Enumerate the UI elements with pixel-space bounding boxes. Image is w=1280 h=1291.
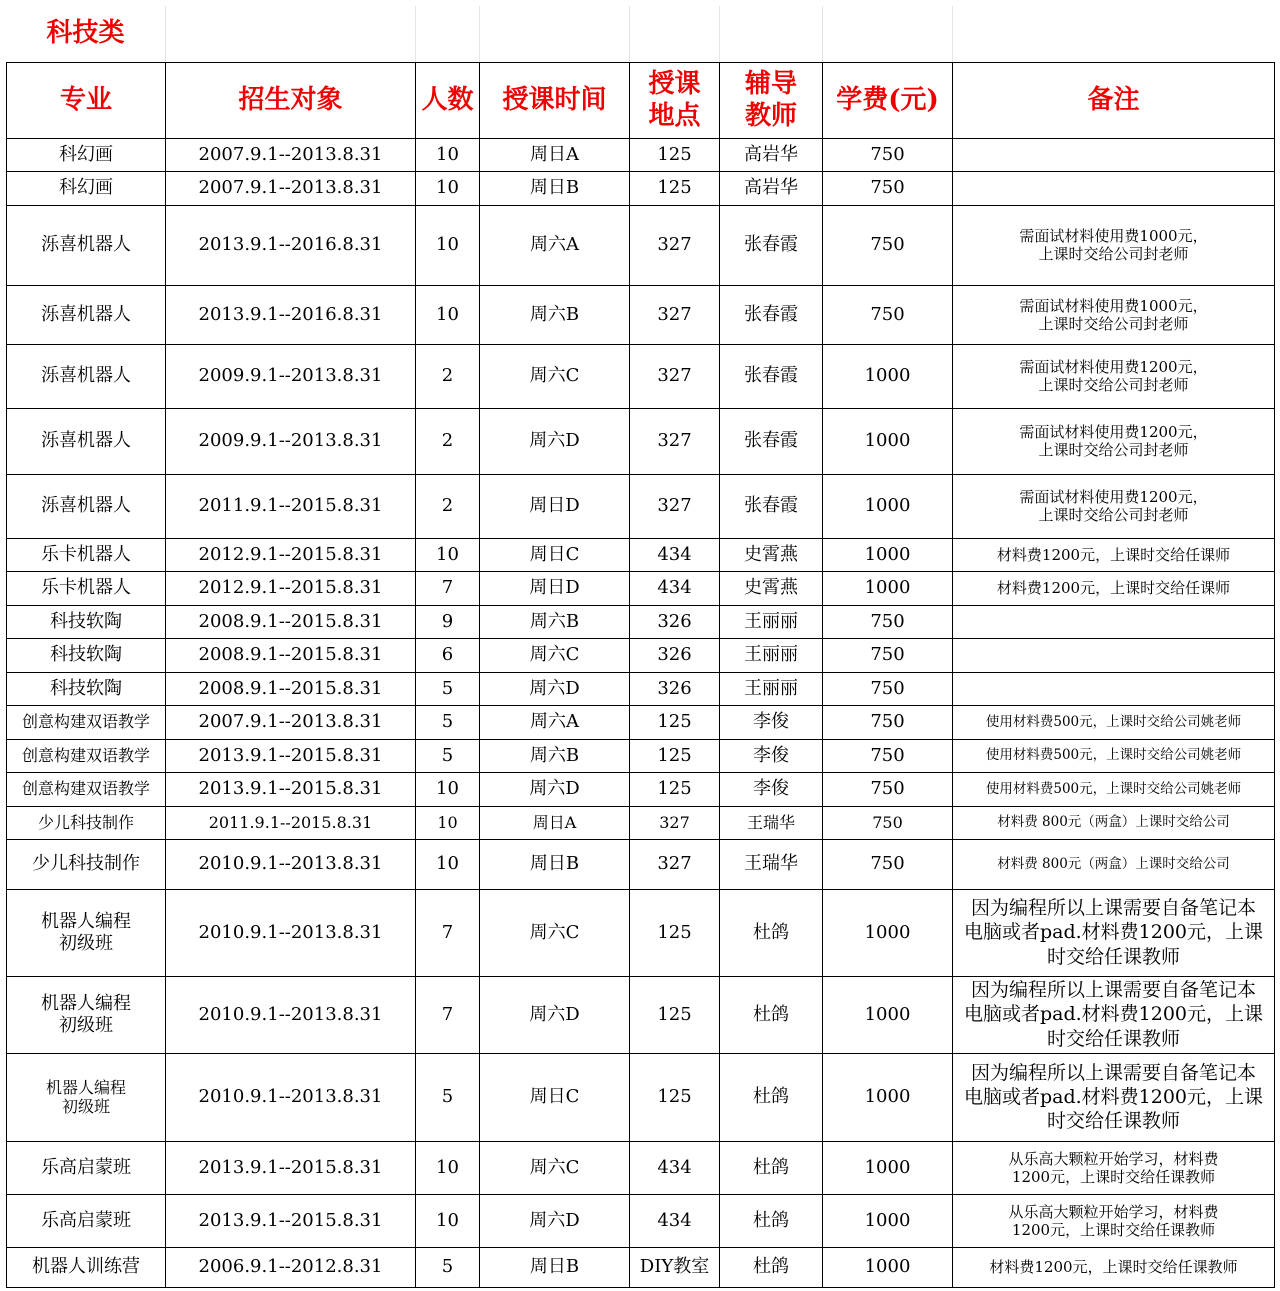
cell-fee: 1000 [823, 1053, 953, 1141]
cell-note: 使用材料费500元，上课时交给公司姚老师 [953, 705, 1275, 739]
cell-count: 5 [416, 1247, 480, 1287]
cell-teacher: 王丽丽 [720, 638, 823, 672]
cell-fee: 750 [823, 672, 953, 705]
cell-note [953, 138, 1275, 171]
cell-major: 机器人编程 初级班 [7, 1053, 166, 1141]
cell-place: 326 [630, 638, 720, 672]
cell-note: 使用材料费500元，上课时交给公司姚老师 [953, 772, 1275, 806]
cell-target: 2008.9.1--2015.8.31 [166, 638, 416, 672]
table-row [7, 705, 1275, 739]
cell-teacher: 张春霞 [720, 474, 823, 538]
table-row [7, 839, 1275, 889]
cell-target: 2013.9.1--2016.8.31 [166, 205, 416, 285]
cell-note: 材料费1200元，上课时交给任课师 [953, 571, 1275, 605]
cell-time: 周六D [480, 976, 630, 1053]
cell-teacher: 杜鸽 [720, 889, 823, 976]
cell-place: 125 [630, 976, 720, 1053]
cell-note: 因为编程所以上课需要自备笔记本 电脑或者pad.材料费1200元，上课 时交给任课教师 [953, 889, 1275, 976]
cell-fee: 750 [823, 285, 953, 344]
cell-note: 使用材料费500元，上课时交给公司姚老师 [953, 739, 1275, 772]
cell-target: 2009.9.1--2013.8.31 [166, 344, 416, 408]
cell-major: 泺喜机器人 [7, 474, 166, 538]
cell-place: 125 [630, 171, 720, 205]
cell-count: 7 [416, 976, 480, 1053]
cell-place: 327 [630, 474, 720, 538]
table-row [7, 806, 1275, 839]
cell-major: 科技软陶 [7, 672, 166, 705]
cell-target: 2013.9.1--2015.8.31 [166, 1194, 416, 1247]
cell-note: 需面试材料使用费1000元， 上课时交给公司封老师 [953, 205, 1275, 285]
table-row [7, 171, 1275, 205]
cell-teacher: 杜鸽 [720, 976, 823, 1053]
cell-fee: 750 [823, 638, 953, 672]
cell-major: 创意构建双语教学 [7, 705, 166, 739]
cell-place: DIY教室 [630, 1247, 720, 1287]
cell-place: 327 [630, 344, 720, 408]
cell-time: 周日D [480, 474, 630, 538]
table-row [7, 538, 1275, 571]
cell-teacher: 张春霞 [720, 285, 823, 344]
cell-time: 周六D [480, 408, 630, 474]
cell-teacher: 王瑞华 [720, 806, 823, 839]
cell-place: 125 [630, 138, 720, 171]
cell-fee: 750 [823, 739, 953, 772]
cell-fee: 1000 [823, 976, 953, 1053]
cell-teacher: 高岩华 [720, 171, 823, 205]
cell-time: 周日A [480, 806, 630, 839]
cell-major: 泺喜机器人 [7, 285, 166, 344]
cell-teacher: 张春霞 [720, 205, 823, 285]
cell-target: 2010.9.1--2013.8.31 [166, 889, 416, 976]
cell-major: 机器人编程 初级班 [7, 976, 166, 1053]
section-title: 科技类 [7, 6, 166, 62]
cell-major: 科幻画 [7, 171, 166, 205]
cell-note: 材料费 800元（两盒）上课时交给公司 [953, 839, 1275, 889]
cell-note: 需面试材料使用费1000元， 上课时交给公司封老师 [953, 285, 1275, 344]
cell-major: 机器人编程 初级班 [7, 889, 166, 976]
cell-time: 周六C [480, 344, 630, 408]
header-count: 人数 [416, 62, 480, 138]
cell-teacher: 李俊 [720, 739, 823, 772]
cell-fee: 1000 [823, 538, 953, 571]
cell-fee: 1000 [823, 344, 953, 408]
cell-target: 2012.9.1--2015.8.31 [166, 538, 416, 571]
cell-note [953, 672, 1275, 705]
cell-count: 10 [416, 839, 480, 889]
cell-teacher: 史霄燕 [720, 538, 823, 571]
table-row [7, 474, 1275, 538]
table-row [7, 672, 1275, 705]
cell-time: 周日D [480, 571, 630, 605]
table-row [7, 605, 1275, 638]
cell-place: 326 [630, 672, 720, 705]
cell-target: 2008.9.1--2015.8.31 [166, 605, 416, 638]
cell-time: 周六D [480, 1194, 630, 1247]
cell-place: 125 [630, 705, 720, 739]
cell-note: 需面试材料使用费1200元， 上课时交给公司封老师 [953, 344, 1275, 408]
cell-place: 125 [630, 739, 720, 772]
cell-count: 9 [416, 605, 480, 638]
cell-major: 泺喜机器人 [7, 408, 166, 474]
cell-fee: 750 [823, 806, 953, 839]
cell-note [953, 171, 1275, 205]
cell-place: 327 [630, 408, 720, 474]
cell-fee: 1000 [823, 1247, 953, 1287]
cell-time: 周六B [480, 285, 630, 344]
cell-target: 2010.9.1--2013.8.31 [166, 976, 416, 1053]
header-place: 授课 地点 [630, 62, 720, 138]
cell-major: 机器人训练营 [7, 1247, 166, 1287]
cell-fee: 750 [823, 772, 953, 806]
cell-teacher: 杜鸽 [720, 1141, 823, 1194]
cell-note: 材料费1200元，上课时交给任课教师 [953, 1247, 1275, 1287]
cell-fee: 750 [823, 705, 953, 739]
cell-note: 从乐高大颗粒开始学习，材料费 1200元，上课时交给任课教师 [953, 1141, 1275, 1194]
cell-fee: 1000 [823, 474, 953, 538]
table-row [7, 739, 1275, 772]
cell-teacher: 张春霞 [720, 408, 823, 474]
cell-count: 5 [416, 705, 480, 739]
cell-target: 2011.9.1--2015.8.31 [166, 474, 416, 538]
table-row [7, 976, 1275, 1053]
table-row [7, 772, 1275, 806]
cell-note [953, 605, 1275, 638]
cell-major: 科技软陶 [7, 605, 166, 638]
cell-time: 周六D [480, 672, 630, 705]
cell-target: 2013.9.1--2015.8.31 [166, 772, 416, 806]
cell-teacher: 张春霞 [720, 344, 823, 408]
cell-teacher: 李俊 [720, 705, 823, 739]
cell-count: 5 [416, 1053, 480, 1141]
cell-note: 材料费 800元（两盒）上课时交给公司 [953, 806, 1275, 839]
cell-major: 创意构建双语教学 [7, 739, 166, 772]
cell-major: 泺喜机器人 [7, 344, 166, 408]
header-fee: 学费(元) [823, 62, 953, 138]
cell-place: 434 [630, 1194, 720, 1247]
cell-target: 2013.9.1--2015.8.31 [166, 739, 416, 772]
cell-place: 125 [630, 1053, 720, 1141]
cell-place: 434 [630, 538, 720, 571]
header-time: 授课时间 [480, 62, 630, 138]
header-target: 招生对象 [166, 62, 416, 138]
cell-fee: 1000 [823, 1194, 953, 1247]
table-row [7, 344, 1275, 408]
cell-time: 周六B [480, 739, 630, 772]
cell-target: 2006.9.1--2012.8.31 [166, 1247, 416, 1287]
table-row [7, 285, 1275, 344]
cell-major: 创意构建双语教学 [7, 772, 166, 806]
cell-target: 2011.9.1--2015.8.31 [166, 806, 416, 839]
cell-place: 125 [630, 889, 720, 976]
cell-target: 2013.9.1--2015.8.31 [166, 1141, 416, 1194]
table-row [7, 638, 1275, 672]
cell-note: 因为编程所以上课需要自备笔记本 电脑或者pad.材料费1200元，上课 时交给任课教师 [953, 976, 1275, 1053]
cell-place: 327 [630, 285, 720, 344]
cell-count: 2 [416, 408, 480, 474]
cell-target: 2007.9.1--2013.8.31 [166, 705, 416, 739]
cell-teacher: 王丽丽 [720, 605, 823, 638]
cell-target: 2008.9.1--2015.8.31 [166, 672, 416, 705]
cell-fee: 1000 [823, 571, 953, 605]
cell-count: 10 [416, 205, 480, 285]
header-note: 备注 [953, 62, 1275, 138]
cell-time: 周六A [480, 205, 630, 285]
cell-time: 周六C [480, 638, 630, 672]
cell-major: 乐卡机器人 [7, 571, 166, 605]
cell-count: 10 [416, 538, 480, 571]
cell-place: 327 [630, 839, 720, 889]
cell-major: 少儿科技制作 [7, 806, 166, 839]
cell-major: 乐高启蒙班 [7, 1194, 166, 1247]
cell-time: 周六B [480, 605, 630, 638]
cell-count: 2 [416, 344, 480, 408]
cell-count: 6 [416, 638, 480, 672]
cell-teacher: 史霄燕 [720, 571, 823, 605]
cell-time: 周六A [480, 705, 630, 739]
cell-teacher: 杜鸽 [720, 1194, 823, 1247]
cell-teacher: 杜鸽 [720, 1247, 823, 1287]
table-row [7, 1141, 1275, 1194]
cell-target: 2013.9.1--2016.8.31 [166, 285, 416, 344]
cell-count: 10 [416, 171, 480, 205]
cell-time: 周六C [480, 1141, 630, 1194]
cell-count: 10 [416, 772, 480, 806]
cell-count: 5 [416, 672, 480, 705]
cell-teacher: 李俊 [720, 772, 823, 806]
cell-time: 周日B [480, 1247, 630, 1287]
cell-major: 乐卡机器人 [7, 538, 166, 571]
table-row [7, 408, 1275, 474]
cell-note: 需面试材料使用费1200元， 上课时交给公司封老师 [953, 474, 1275, 538]
cell-place: 327 [630, 205, 720, 285]
cell-place: 327 [630, 806, 720, 839]
cell-fee: 750 [823, 605, 953, 638]
table-row [7, 1247, 1275, 1287]
cell-fee: 750 [823, 205, 953, 285]
cell-major: 泺喜机器人 [7, 205, 166, 285]
cell-count: 2 [416, 474, 480, 538]
table-row [7, 205, 1275, 285]
cell-fee: 750 [823, 171, 953, 205]
cell-target: 2012.9.1--2015.8.31 [166, 571, 416, 605]
course-table [6, 6, 1275, 1288]
cell-time: 周日B [480, 171, 630, 205]
cell-note [953, 638, 1275, 672]
cell-major: 科幻画 [7, 138, 166, 171]
table-row [7, 571, 1275, 605]
cell-target: 2010.9.1--2013.8.31 [166, 1053, 416, 1141]
cell-place: 326 [630, 605, 720, 638]
table-row [7, 889, 1275, 976]
cell-target: 2007.9.1--2013.8.31 [166, 138, 416, 171]
cell-note: 材料费1200元，上课时交给任课师 [953, 538, 1275, 571]
cell-note: 因为编程所以上课需要自备笔记本 电脑或者pad.材料费1200元，上课 时交给任课教师 [953, 1053, 1275, 1141]
cell-target: 2009.9.1--2013.8.31 [166, 408, 416, 474]
cell-count: 7 [416, 571, 480, 605]
title-row [7, 6, 1275, 62]
cell-count: 10 [416, 1194, 480, 1247]
cell-major: 乐高启蒙班 [7, 1141, 166, 1194]
cell-time: 周六D [480, 772, 630, 806]
cell-fee: 1000 [823, 408, 953, 474]
cell-count: 10 [416, 285, 480, 344]
cell-teacher: 王丽丽 [720, 672, 823, 705]
cell-count: 10 [416, 1141, 480, 1194]
cell-place: 125 [630, 772, 720, 806]
table-row [7, 1053, 1275, 1141]
cell-fee: 1000 [823, 889, 953, 976]
cell-fee: 750 [823, 839, 953, 889]
cell-fee: 1000 [823, 1141, 953, 1194]
table-row [7, 1194, 1275, 1247]
cell-fee: 750 [823, 138, 953, 171]
cell-time: 周日C [480, 1053, 630, 1141]
cell-count: 10 [416, 806, 480, 839]
cell-target: 2010.9.1--2013.8.31 [166, 839, 416, 889]
cell-count: 7 [416, 889, 480, 976]
cell-time: 周日B [480, 839, 630, 889]
header-row [7, 62, 1275, 138]
header-major: 专业 [7, 62, 166, 138]
cell-count: 10 [416, 138, 480, 171]
cell-note: 需面试材料使用费1200元， 上课时交给公司封老师 [953, 408, 1275, 474]
cell-major: 科技软陶 [7, 638, 166, 672]
table-row [7, 138, 1275, 171]
cell-major: 少儿科技制作 [7, 839, 166, 889]
cell-time: 周日C [480, 538, 630, 571]
cell-teacher: 王瑞华 [720, 839, 823, 889]
header-teacher: 辅导 教师 [720, 62, 823, 138]
cell-count: 5 [416, 739, 480, 772]
cell-teacher: 高岩华 [720, 138, 823, 171]
cell-time: 周日A [480, 138, 630, 171]
cell-time: 周六C [480, 889, 630, 976]
cell-teacher: 杜鸽 [720, 1053, 823, 1141]
cell-note: 从乐高大颗粒开始学习，材料费 1200元，上课时交给任课教师 [953, 1194, 1275, 1247]
cell-place: 434 [630, 1141, 720, 1194]
cell-place: 434 [630, 571, 720, 605]
cell-target: 2007.9.1--2013.8.31 [166, 171, 416, 205]
